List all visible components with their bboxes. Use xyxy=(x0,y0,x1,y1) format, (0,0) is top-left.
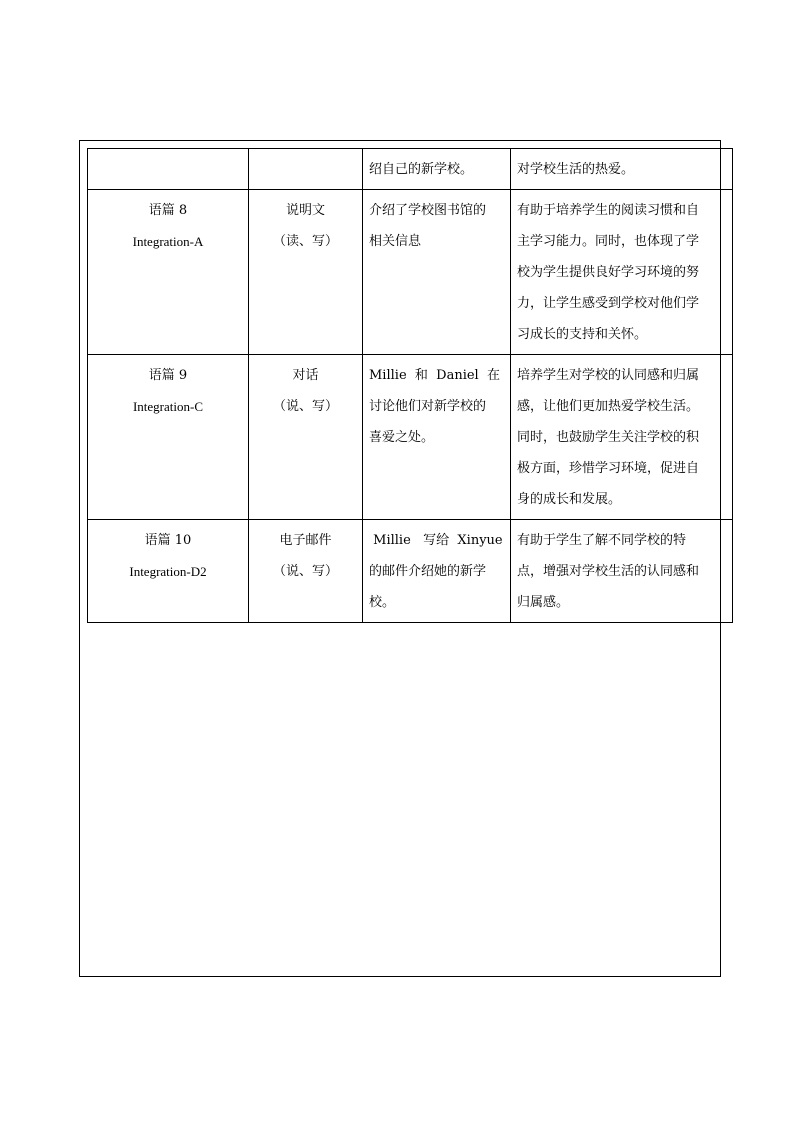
value-line: 点，增强对学校生活的认同感和 xyxy=(517,564,700,579)
text-title: 语篇 9 xyxy=(148,368,188,383)
value-line: 培养学生对学校的认同感和归属 xyxy=(517,368,700,383)
text-section: Integration-A xyxy=(132,234,204,249)
type-cell xyxy=(249,190,363,355)
content-line: 喜爱之处。 xyxy=(369,430,435,445)
type-cell xyxy=(249,149,363,190)
content-line: 介绍了学校图书馆的 xyxy=(369,203,487,218)
type-cell xyxy=(249,520,363,623)
text-section: Integration-D2 xyxy=(129,564,207,579)
text-cell xyxy=(88,190,249,355)
content-cell xyxy=(363,355,511,520)
value-line: 对学校生活的热爱。 xyxy=(517,162,635,177)
value-cell xyxy=(511,355,733,520)
type-cell xyxy=(249,355,363,520)
value-line: 有助于学生了解不同学校的特 xyxy=(517,533,687,548)
value-line: 身的成长和发展。 xyxy=(517,492,622,507)
content-cell xyxy=(363,149,511,190)
table-row xyxy=(88,355,733,520)
content-line: 讨论他们对新学校的 xyxy=(369,399,487,414)
text-type: 说明文 xyxy=(285,203,325,218)
value-line: 同时，也鼓励学生关注学校的积 xyxy=(517,430,700,445)
value-line: 主学习能力。同时，也体现了学 xyxy=(517,234,700,249)
value-cell xyxy=(511,190,733,355)
text-section: Integration-C xyxy=(132,399,204,414)
text-type: 电子邮件 xyxy=(279,533,332,548)
value-cell xyxy=(511,520,733,623)
value-line: 习成长的支持和关怀。 xyxy=(517,327,648,342)
content-line: Millie 和 Daniel 在 xyxy=(369,368,500,383)
value-line: 归属感。 xyxy=(517,595,570,610)
text-type: 对话 xyxy=(292,368,319,383)
content-line: 绍自己的新学校。 xyxy=(369,162,474,177)
text-cell xyxy=(88,520,249,623)
content-cell xyxy=(363,190,511,355)
skill-type: （说、写） xyxy=(272,564,338,579)
content-line: Millie 写给 Xinyue xyxy=(369,533,503,548)
table-row xyxy=(88,149,733,190)
content-line: 校。 xyxy=(369,595,396,610)
value-line: 感，让他们更加热爱学校生活。 xyxy=(517,399,700,414)
skill-type: （读、写） xyxy=(272,234,338,249)
lesson-table xyxy=(87,148,733,623)
content-cell xyxy=(363,520,511,623)
value-line: 力，让学生感受到学校对他们学 xyxy=(517,296,700,311)
value-line: 校为学生提供良好学习环境的努 xyxy=(517,265,700,280)
skill-type: （说、写） xyxy=(272,399,338,414)
content-line: 的邮件介绍她的新学 xyxy=(369,564,487,579)
table-row xyxy=(88,190,733,355)
text-cell xyxy=(88,149,249,190)
value-line: 极方面，珍惜学习环境，促进自 xyxy=(517,461,700,476)
value-line: 有助于培养学生的阅读习惯和自 xyxy=(517,203,700,218)
text-title: 语篇 8 xyxy=(148,203,188,218)
text-title: 语篇 10 xyxy=(144,533,192,548)
text-cell xyxy=(88,355,249,520)
value-cell xyxy=(511,149,733,190)
table-row xyxy=(88,520,733,623)
content-line: 相关信息 xyxy=(369,234,422,249)
